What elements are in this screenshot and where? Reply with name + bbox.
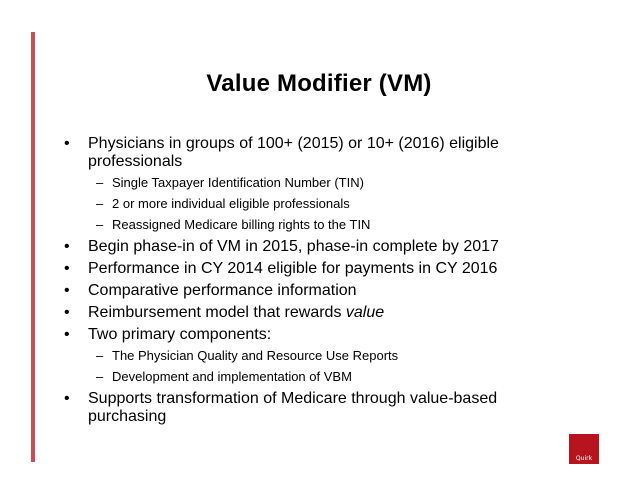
slide-title: Value Modifier (VM) bbox=[206, 70, 432, 97]
sub-bullet-list bbox=[88, 175, 534, 233]
bullet-item bbox=[64, 238, 534, 256]
sub-bullet-text: Development and implementation of VBM bbox=[112, 369, 352, 384]
bullet-emphasis: value bbox=[345, 304, 385, 321]
sub-bullet-item bbox=[88, 369, 534, 385]
sub-bullet-text: Single Taxpayer Identification Number (TIN) bbox=[112, 175, 364, 190]
sub-bullet-glyph: – bbox=[96, 369, 104, 384]
bullet-text: Supports transformation of Medicare through value-based purchasing bbox=[88, 390, 498, 425]
bullet-text: Two primary components: bbox=[88, 326, 272, 343]
bullet-text: Comparative performance information bbox=[88, 282, 357, 299]
bullet-item bbox=[64, 326, 534, 385]
logo-text: Quirk bbox=[575, 455, 593, 462]
sub-bullet-text: 2 or more individual eligible professionals bbox=[112, 196, 350, 211]
sub-bullet-text: Reassigned Medicare billing rights to the TIN bbox=[112, 217, 371, 232]
bullet-text: Performance in CY 2014 eligible for payments in CY 2016 bbox=[88, 260, 498, 277]
bullet-glyph: • bbox=[64, 282, 70, 299]
bullet-glyph: • bbox=[64, 238, 70, 255]
bullet-text: Begin phase-in of VM in 2015, phase-in complete by 2017 bbox=[88, 238, 499, 255]
quirk-logo bbox=[569, 434, 599, 464]
sub-bullet-glyph: – bbox=[96, 196, 104, 211]
sub-bullet-text: The Physician Quality and Resource Use Reports bbox=[112, 348, 399, 363]
sub-bullet-glyph: – bbox=[96, 217, 104, 232]
sub-bullet-glyph: – bbox=[96, 175, 104, 190]
bullet-item bbox=[64, 304, 534, 322]
slide-content bbox=[64, 135, 534, 430]
bullet-glyph: • bbox=[64, 390, 70, 407]
sub-bullet-list bbox=[88, 348, 534, 385]
bullet-item bbox=[64, 135, 534, 233]
sub-bullet-item bbox=[88, 175, 534, 191]
bullet-list bbox=[64, 135, 534, 426]
bullet-glyph: • bbox=[64, 135, 70, 152]
bullet-item bbox=[64, 390, 534, 426]
sub-bullet-item bbox=[88, 196, 534, 212]
bullet-glyph: • bbox=[64, 304, 70, 321]
bullet-text: Reimbursement model that rewards bbox=[88, 304, 346, 321]
bullet-item bbox=[64, 282, 534, 300]
bullet-glyph: • bbox=[64, 260, 70, 277]
bullet-text: Physicians in groups of 100+ (2015) or 10+ (2016) eligible professionals bbox=[88, 135, 499, 170]
bullet-glyph: • bbox=[64, 326, 70, 343]
sub-bullet-item bbox=[88, 217, 534, 233]
bullet-item bbox=[64, 260, 534, 278]
sub-bullet-item bbox=[88, 348, 534, 364]
sub-bullet-glyph: – bbox=[96, 348, 104, 363]
